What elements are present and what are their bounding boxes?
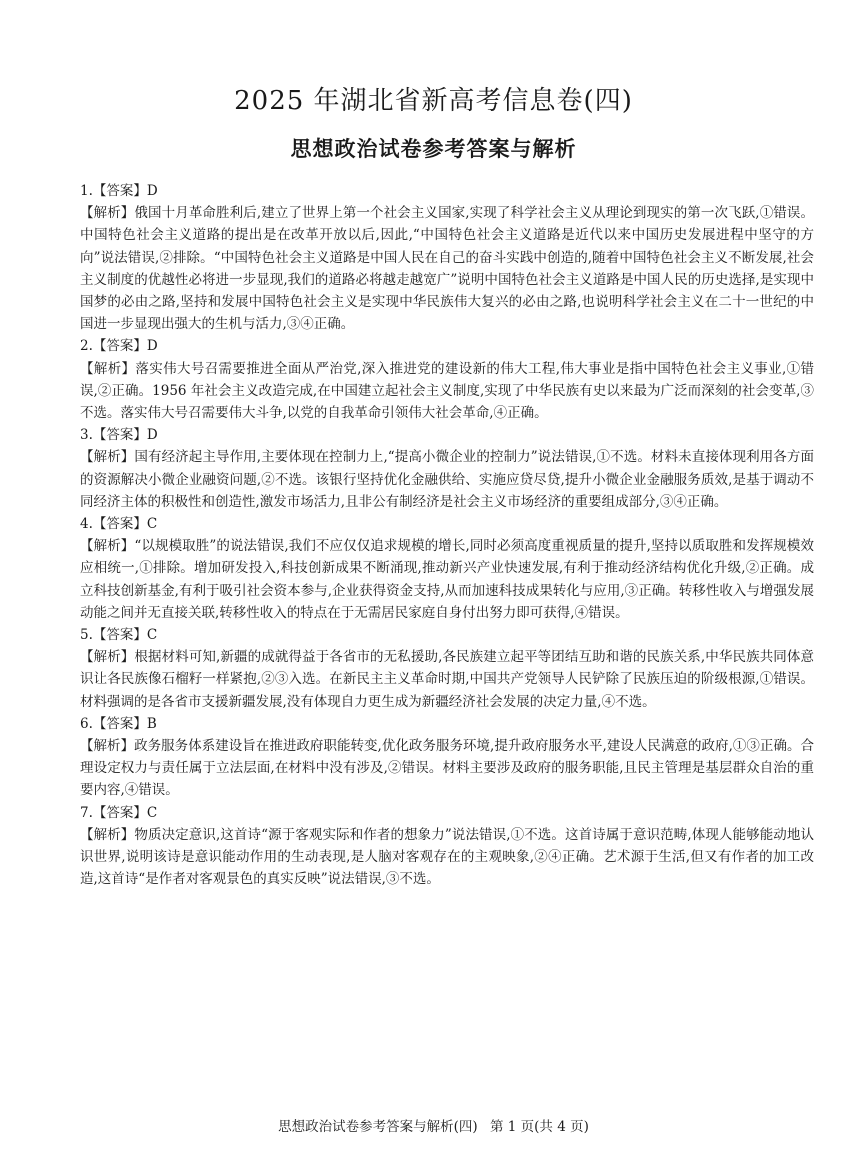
answer-label: 【答案】D xyxy=(92,338,158,355)
analysis-text: 政务服务体系建设旨在推进政府职能转变,优化政务服务环境,提升政府服务水平,建设人民满意的政府,①③正确。合理设定权力与责任属于立法层面,在材料中没有涉及,②错误。材料主要涉及政府的服务职能,且民主管理是基层群众自治的重要内容,④错误。 xyxy=(80,738,815,799)
answer-label: 【答案】B xyxy=(92,715,157,732)
analysis-text: 根据材料可知,新疆的成就得益于各省市的无私援助,各民族建立起平等团结互助和谐的民族关系,中华民族共同体意识让各民族像石榴籽一样紧抱,②③入选。在新民主主义革命时期,中国共产党领导人民铲除了民族压迫的阶级根源,①错误。材料强调的是各省市支援新疆发展,没有体现自力更生成为新疆经济社会发展的决定力量,④不选。 xyxy=(80,649,815,710)
answer-item-5 xyxy=(80,624,814,713)
item-number: 7. xyxy=(80,804,93,821)
item-number: 3. xyxy=(80,427,93,444)
answer-label: 【答案】C xyxy=(92,804,158,821)
analysis-text: “以规模取胜”的说法错误,我们不应仅仅追求规模的增长,同时必须高度重视质量的提升,坚持以质取胜和发挥规模效应相统一,①排除。增加研发投入,科技创新成果不断涌现,推动新兴产业快速发展,有利于推动经济结构优化升级,②正确。成立科技创新基金,有利于吸引社会资本参与,企业获得资金支持,从而加速科技成果转化与应用,③正确。转移性收入与增强发展动能之间并无直接关联,转移性收入的特点在于无需居民家庭自身付出努力即可获得,④错误。 xyxy=(80,538,814,621)
answer-label: 【答案】C xyxy=(92,627,158,644)
analysis-text: 物质决定意识,这首诗“源于客观实际和作者的想象力”说法错误,①不选。这首诗属于意识范畴,体现人能够能动地认识世界,说明该诗是意识能动作用的生动表现,是人脑对客观存在的主观映象,②④正确。艺术源于生活,但又有作者的加工改造,这首诗“是作者对客观景色的真实反映”说法错误,③不选。 xyxy=(80,826,814,888)
page-title: 2025 年湖北省新高考信息卷(四) xyxy=(234,86,633,116)
footer-page-number: 第 1 页(共 4 页) xyxy=(489,1119,589,1135)
page-subtitle: 思想政治试卷参考答案与解析 xyxy=(290,136,577,161)
analysis-text: 国有经济起主导作用,主要体现在控制力上,“提高小微企业的控制力”说法错误,①不选。材料未直接体现利用各方面的资源解决小微企业融资问题,②不选。该银行坚持优化金融供给、实施应贷尽贷,提升小微企业金融服务质效,是基于调动不同经济主体的积极性和创造性,激发市场活力,且非公有制经济是社会主义市场经济的重要组成部分,③④正确。 xyxy=(80,449,814,510)
analysis-label: 【解析】 xyxy=(80,360,136,377)
analysis-label: 【解析】 xyxy=(80,538,135,555)
answer-list xyxy=(80,180,814,891)
answer-item-1 xyxy=(80,180,814,335)
analysis-text: 俄国十月革命胜利后,建立了世界上第一个社会主义国家,实现了科学社会主义从理论到现实的第一次飞跃,①错误。中国特色社会主义道路的提出是在改革开放以后,因此,“中国特色社会主义道路是近代以来中国历史发展进程中坚守的方向”说法错误,②排除。“中国特色社会主义道路是中国人民在自己的奋斗实践中创造的,随着中国特色社会主义不断发展,社会主义制度的优越性必将进一步显现,我们的道路必将越走越宽广”说明中国特色社会主义道路是中国人民的历史选择,是实现中国梦的必由之路,坚持和发展中国特色社会主义是实现中华民族伟大复兴的必由之路,也说明科学社会主义在二十一世纪的中国进一步显现出强大的生机与活力,③④正确。 xyxy=(80,205,815,333)
page-footer xyxy=(0,1115,867,1135)
analysis-label: 【解析】 xyxy=(80,205,135,222)
answer-item-2 xyxy=(80,335,814,424)
analysis-label: 【解析】 xyxy=(80,826,135,843)
answer-label: 【答案】D xyxy=(92,427,158,444)
item-number: 4. xyxy=(80,516,93,533)
analysis-label: 【解析】 xyxy=(80,449,135,466)
answer-item-6 xyxy=(80,713,814,802)
answer-item-4 xyxy=(80,513,814,624)
footer-doc-title: 思想政治试卷参考答案与解析(四) xyxy=(278,1119,478,1135)
item-number: 6. xyxy=(80,715,93,732)
item-number: 1. xyxy=(80,183,93,199)
answer-label: 【答案】C xyxy=(92,516,158,533)
answer-label: 【答案】D xyxy=(92,183,158,199)
answer-item-3 xyxy=(80,424,814,513)
analysis-label: 【解析】 xyxy=(80,738,135,755)
analysis-text: 落实伟大号召需要推进全面从严治党,深入推进党的建设新的伟大工程,伟大事业是指中国特色社会主义事业,①错误,②正确。1956 年社会主义改造完成,在中国建立起社会主义制度,实现了中华民族有史以来最为广泛而深刻的社会变革,③不选。落实伟大号召需要伟大斗争,以党的自我革命引领伟大社会革命,④正确。 xyxy=(80,360,815,422)
item-number: 5. xyxy=(80,627,93,644)
item-number: 2. xyxy=(80,338,93,355)
answer-item-7 xyxy=(80,802,814,891)
analysis-label: 【解析】 xyxy=(80,649,135,666)
